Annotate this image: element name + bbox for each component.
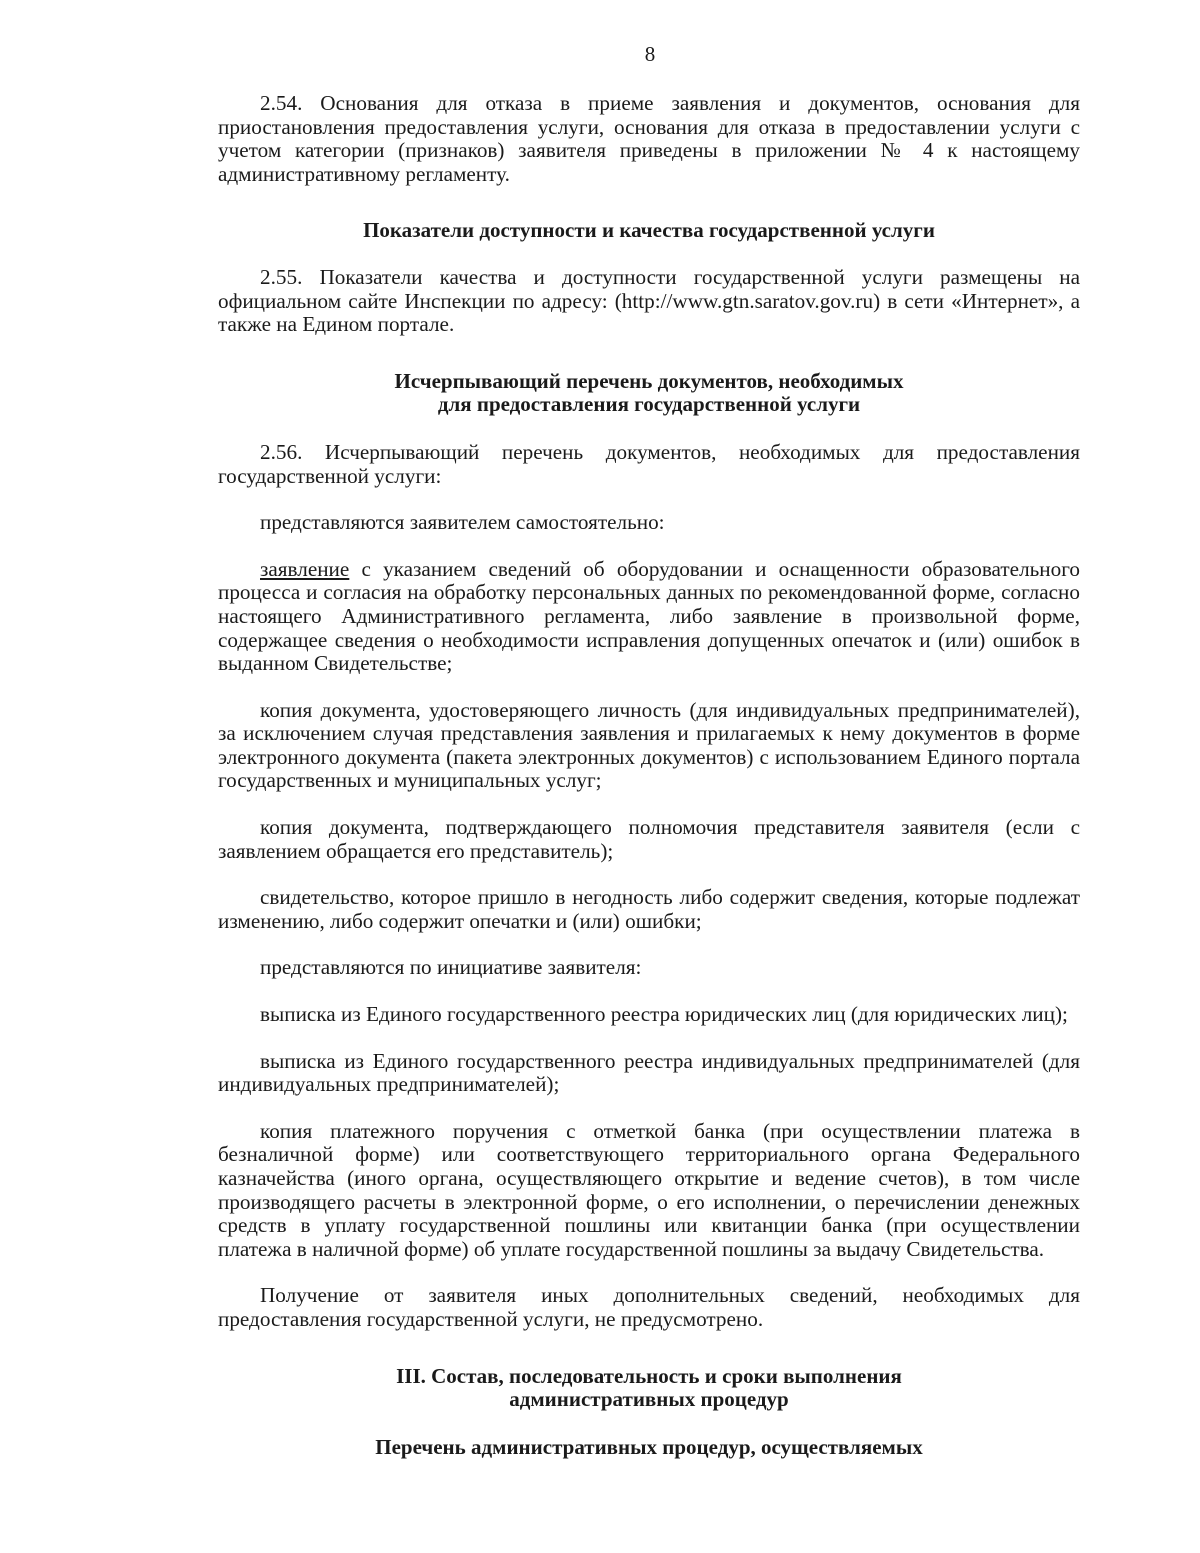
heading-documents-line1: Исчерпывающий перечень документов, необходимых	[394, 368, 904, 393]
heading-documents-list	[218, 370, 1080, 417]
heading-section-3-line2: административных процедур	[509, 1387, 789, 1412]
paragraph-initiative: представляются по инициативе заявителя:	[260, 955, 642, 980]
paragraph-payment: копия платежного поручения с отметкой банка (при осуществлении платежа в безналичной форме) или соответствующего территориального органа Федерального казначейства (иного органа, осуществляющего открытие и ведение счетов), в том числе производящего расчеты в электронной форме, о его исполнении, о перечислении денежных средств в уплату государственной пошлины или квитанции банка (при осуществлении платежа в наличной форме) об уплате государственной пошлины за выдачу Свидетельства.	[218, 1118, 1080, 1261]
paragraph-2-55: 2.55. Показатели качества и доступности государственной услуги размещены на официальном сайте Инспекции по адресу: (http://www.gtn.saratov.gov.ru) в сети «Интернет», а также на Едином портале.	[218, 264, 1080, 337]
paragraph-no-extra: Получение от заявителя иных дополнительных сведений, необходимых для предоставления государственной услуги, не предусмотрено.	[218, 1283, 1080, 1331]
application-link[interactable]: заявление	[260, 556, 350, 581]
paragraph-egrul: выписка из Единого государственного реестра юридических лиц (для юридических лиц);	[260, 1002, 1068, 1027]
paragraph-certificate: свидетельство, которое пришло в негодность либо содержит сведения, которые подлежат изменению, либо содержит опечатки и (или) ошибки;	[218, 885, 1080, 933]
heading-documents-line2: для предоставления государственной услуги	[437, 392, 861, 417]
paragraph-id-copy: копия документа, удостоверяющего личность (для индивидуальных предпринимателей), за исключением случая представления заявления и прилагаемых к нему документов в форме электронного документа (пакета электронных документов) с использованием Единого портала государственных и муниципальных услуг;	[218, 697, 1080, 793]
heading-procedures-list: Перечень административных процедур, осуществляемых	[375, 1434, 923, 1459]
heading-quality-indicators: Показатели доступности и качества государственной услуги	[363, 218, 935, 243]
paragraph-2-54: 2.54. Основания для отказа в приеме заявления и документов, основания для приостановления предоставления услуги, основания для отказа в предоставлении услуги с учетом категории (признаков) заявителя приведены в приложении № 4 к настоящему административному регламенту.	[218, 91, 1080, 186]
application-text: с указанием сведений об оборудовании и оснащенности образовательного процесса и согласия на обработку персональных данных по рекомендованной форме, согласно настоящего Административного регламента, либо заявление в произвольной форме, содержащее сведения о необходимости исправления допущенных опечаток и (или) ошибок в выданном Свидетельстве;	[218, 556, 1080, 676]
paragraph-application	[218, 558, 1080, 676]
paragraph-egrip: выписка из Единого государственного реестра индивидуальных предпринимателей (для индивидуальных предпринимателей);	[218, 1048, 1080, 1097]
heading-section-3-line1: III. Состав, последовательность и сроки выполнения	[396, 1363, 902, 1388]
heading-section-3	[218, 1365, 1080, 1412]
paragraph-authority-copy: копия документа, подтверждающего полномочия представителя заявителя (если с заявлением обращается его представитель);	[218, 815, 1080, 863]
document-body	[218, 92, 1080, 1459]
page-number: 8	[644, 42, 656, 66]
paragraph-self-submitted: представляются заявителем самостоятельно:	[260, 510, 665, 535]
paragraph-2-56: 2.56. Исчерпывающий перечень документов, необходимых для предоставления государственной услуги:	[218, 439, 1080, 488]
